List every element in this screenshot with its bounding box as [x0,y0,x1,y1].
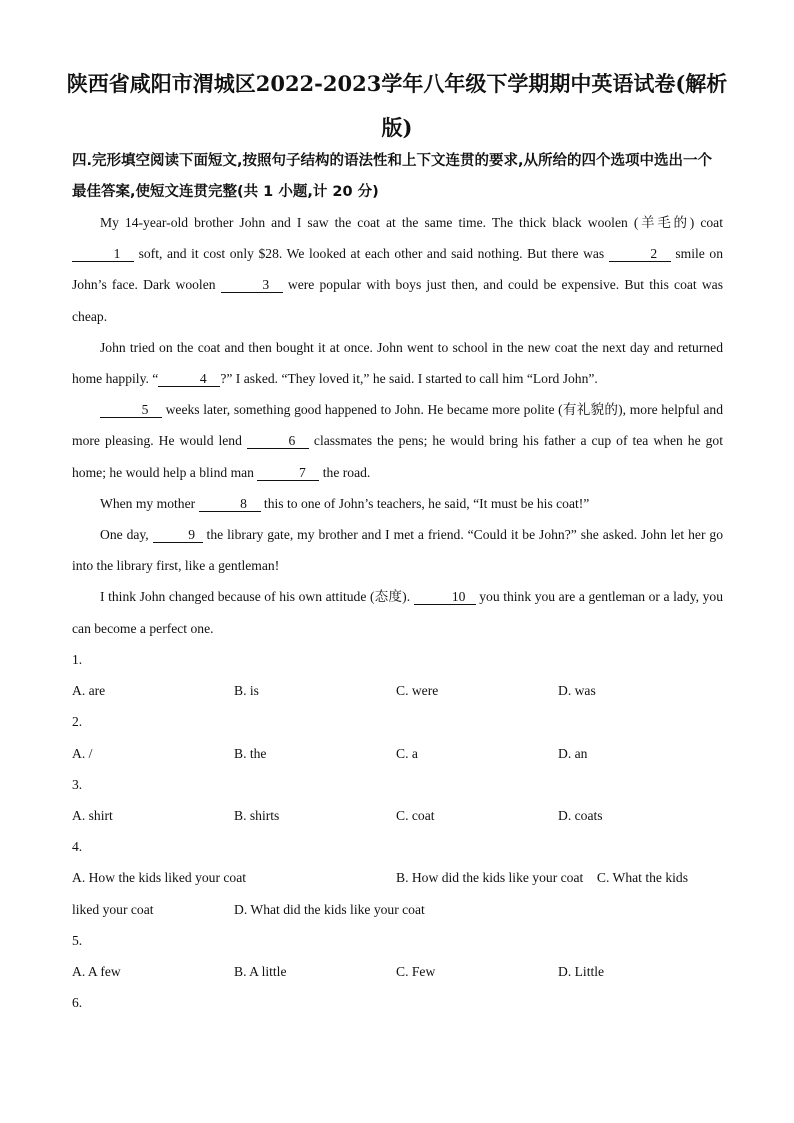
option-row [72,956,723,987]
question-list [72,644,723,1018]
option-row [72,862,723,893]
section-heading: 四.完形填空阅读下面短文,按照句子结构的语法性和上下文连贯的要求,从所给的四个选项中选出一个最佳答案,使短文连贯完整(共 1 小题,计 20 分) [72,153,713,200]
question-number: 3. [72,776,83,792]
option-d[interactable]: D. What did the kids like your coat [234,901,425,917]
cloze-passage [72,207,723,644]
option-b[interactable]: B. A little [234,963,287,979]
question-number: 4. [72,839,83,855]
option-b[interactable]: B. shirts [234,807,280,823]
passage-paragraph [72,332,723,394]
option-c[interactable]: C. What the kids [596,870,688,886]
option-row [72,800,723,831]
blank-6: 6 [247,433,309,449]
option-d[interactable]: D. Little [558,963,605,979]
option-c[interactable]: C. coat [396,807,435,823]
passage-text: classmates the pens; he would bring his father a cup of tea when he got home; he would help a blind man [72,433,723,480]
option-row-continued [72,894,723,925]
passage-text: My 14-year-old brother John and I saw the coat at the same time. The thick black woolen (羊毛的) coat [100,215,723,230]
question-number: 1. [72,652,83,667]
passage-text: weeks later, something good happened to John. He became more polite (有礼貌的), more helpful and more pleasing. He would lend [72,402,723,449]
passage-paragraph [72,394,723,488]
option-d[interactable]: D. was [558,683,596,699]
option-b[interactable]: B. How did the kids like your coat [396,870,584,886]
option-a[interactable]: A. / [72,745,93,761]
option-row [72,738,723,769]
option-c[interactable]: C. Few [396,963,436,979]
blank-5: 5 [100,402,162,418]
blank-10: 10 [414,589,476,605]
exam-title: 陕西省咸阳市渭城区2022-2023学年八年级下学期期中英语试卷(解析版) [66,71,728,140]
passage-text: smile on John’s face. Dark woolen [72,246,723,293]
passage-text: John tried on the coat and then bought it at once. John went to school in the new coat the next day and returned home happily. “ [72,339,723,387]
option-d[interactable]: D. coats [558,807,603,823]
blank-4: 4 [158,371,220,387]
passage-paragraph [72,581,723,643]
passage-text: I think John changed because of his own attitude (态度). [100,589,414,605]
question-number: 6. [72,995,83,1011]
question-number: 2. [72,714,83,730]
option-a[interactable]: A. How the kids liked your coat [72,870,247,886]
passage-text: the library gate, my brother and I met a friend. “Could it be John?” she asked. John let her go into the library first, like a gentleman! [72,527,723,574]
option-a[interactable]: A. shirt [72,807,113,823]
option-d[interactable]: D. an [558,745,588,761]
blank-3: 3 [221,277,283,293]
option-a[interactable]: A. are [72,683,106,699]
option-c[interactable]: C. were [396,683,439,699]
passage-text: the road. [319,464,371,480]
passage-paragraph [72,207,723,332]
option-b[interactable]: B. the [234,745,267,761]
passage-text: ?” I asked. “They loved it,” he said. I started to call him “Lord John”. [220,371,598,387]
passage-text: One day, [100,527,153,543]
passage-text: you think you are a gentleman or a lady, you can become a perfect one. [72,589,724,636]
passage-paragraph [72,519,723,581]
option-b[interactable]: B. is [234,683,259,699]
blank-2: 2 [609,246,671,262]
question-number: 5. [72,932,83,948]
option-c-continued: liked your coat [72,901,154,917]
option-c[interactable]: C. a [396,745,418,761]
blank-8: 8 [199,496,261,512]
passage-paragraph [72,488,723,519]
passage-text: were popular with boys just then, and could be expensive. But this coat was cheap. [72,277,724,324]
passage-text: this to one of John’s teachers, he said, “It must be his coat!” [260,495,590,511]
blank-9: 9 [153,527,203,543]
option-row [72,675,723,706]
passage-text: When my mother [100,495,199,511]
blank-7: 7 [257,465,319,481]
passage-text: soft, and it cost only $28. We looked at each other and said nothing. But there was [134,246,609,262]
option-a[interactable]: A. A few [72,963,121,979]
blank-1: 1 [72,246,134,262]
